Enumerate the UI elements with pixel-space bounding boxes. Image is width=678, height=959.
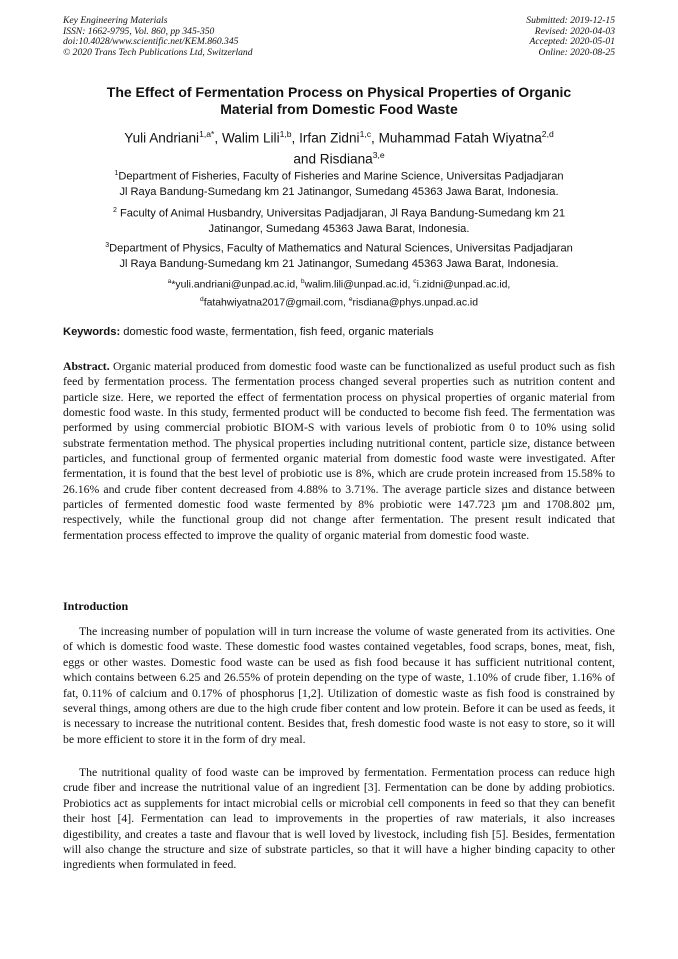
author-separator: , <box>371 130 379 146</box>
author-name: Risdiana <box>319 151 373 167</box>
author-list <box>60 126 618 168</box>
intro-paragraph-1: The increasing number of population will in turn increase the volume of waste generated from its activities. One of which is domestic food waste. These domestic food wastes contained vegetables, food scraps, bones, meat, fish, eggs or other wastes. Domestic food waste can be used as fish food because it has sufficient nutritional content, which contains between 6.25 and 26.55% of protein depending on the type of waste, 1.10% of crude fiber, 1.16% of fat, 0.11% of calcium and 0.17% of phosphorus [1,2]. Utilization of domestic waste as fish food is constrained by several things, among others are due to the high crude fiber content and low protein. Before it can be used as feeds, it is necessary to increase the nutritional content. Besides that, fresh domestic food waste is not easy to store, so it will be more efficient to store it in the form of dry meal. <box>63 625 615 746</box>
affiliation-2 <box>60 203 618 237</box>
author-sup: 1,a* <box>199 129 215 139</box>
date-accepted: Accepted: 2020-05-01 <box>529 36 615 48</box>
author-line-2 <box>60 147 618 168</box>
email-line-2 <box>60 293 618 311</box>
author-sup: 3,e <box>372 150 385 161</box>
email-sup: b <box>300 278 305 285</box>
journal-copyright: © 2020 Trans Tech Publications Ltd, Switzerland <box>63 46 253 58</box>
author-name: Walim Lili <box>221 130 280 146</box>
affiliation-text: Department of Fisheries, Faculty of Fisheries and Marine Science, Universitas Padjadjaran <box>118 170 564 183</box>
affiliation-line: Jl Raya Bandung-Sumedang km 21 Jatinangor, Sumedang 45363 Jawa Barat, Indonesia. <box>119 257 559 270</box>
email-link[interactable]: i.zidni@unpad.ac.id, <box>416 279 511 291</box>
email-link[interactable]: risdiana@phys.unpad.ac.id <box>352 297 478 309</box>
date-submitted: Submitted: 2019-12-15 <box>526 15 615 26</box>
author-name: Yuli Andriani <box>124 130 200 146</box>
keywords-text: domestic food waste, fermentation, fish feed, organic materials <box>120 326 434 338</box>
email-sup: c <box>413 278 417 285</box>
journal-doi: doi:10.4028/www.scientific.net/KEM.860.345 <box>63 36 239 48</box>
author-separator: , <box>291 130 300 146</box>
author-emails <box>60 275 618 311</box>
affiliation-text: Department of Physics, Faculty of Mathematics and Natural Sciences, Universitas Padjadjaran <box>109 242 573 255</box>
email-link[interactable]: walim.lili@unpad.ac.id, <box>304 279 414 291</box>
journal-info <box>63 16 253 58</box>
affiliation-number: 2 <box>113 207 117 214</box>
affiliation-3 <box>60 238 618 272</box>
email-link[interactable]: *yuli.andriani@unpad.ac.id, <box>171 279 301 291</box>
abstract <box>63 359 615 543</box>
abstract-text: Organic material produced from domestic food waste can be functionalized as useful product such as fish feed by fermentation process. The fermentation process changed several properties such as nutrition content and particle size. Here, we reported the effect of fermentation process on physical properties of organic material from domestic food waste. In this study, fermented product will be conducted to become fish feed. The fermentation was performed by using commercial probiotic BIOM-S with various levels of probiotic from 0 to 10% using solid substrate fermentation method. The physical properties including nutritional content, particle size, distance between particles, and functional group of fermented organic material from domestic food waste were investigated. After fermentation, it is found that the best level of probiotic use is 8%, which are crude protein increased from 15.58% to 26.16% and crude fiber content decreased from 4.88% to 3.71%. The average particle sizes and distance between particles of fermented domestic food waste fermented by 8% probiotic were 147.723 µm and 1708.802 µm, respectively, while the functional group did not change after fermentation. The present result indicated that fermentation process effected to improve the quality of organic material from domestic food waste. <box>63 360 615 542</box>
affiliation-number: 1 <box>114 170 119 177</box>
date-revised: Revised: 2020-04-03 <box>534 25 615 37</box>
date-online: Online: 2020-08-25 <box>538 46 615 58</box>
keywords-label: Keywords: <box>63 326 121 338</box>
affiliation-text: Faculty of Animal Husbandry, Universitas Padjadjaran, Jl Raya Bandung-Sumedang km 21 <box>116 207 565 220</box>
author-sup: 1,c <box>359 129 372 139</box>
affiliation-line <box>60 203 618 222</box>
email-sup: d <box>200 295 204 303</box>
affiliation-line: Jl Raya Bandung-Sumedang km 21 Jatinangor, Sumedang 45363 Jawa Barat, Indonesia. <box>119 185 559 198</box>
intro-paragraph-2: The nutritional quality of food waste can be improved by fermentation. Fermentation process can reduce high crude fiber and increase the nutritional value of an ingredient [3]. Fermentation can be done by adding probiotics. Probiotics act as supplements for intact microbial cells or microbial cell components in feed so that they can benefit their host [4]. Fermentation can lead to improvements in the properties of raw materials, it also increases digestibility, and creates a taste and flavour that is well loved by livestock, including fish [5]. Besides, fermentation will also change the structure and size of substrate particles, so that it will have a higher binding capacity to other ingredients when formulated in feed. <box>63 766 615 872</box>
affiliation-number: 3 <box>105 242 110 249</box>
author-separator: , <box>214 130 222 146</box>
paper-title <box>60 84 618 118</box>
affiliation-line: Jatinangor, Sumedang 45363 Jawa Barat, Indonesia. <box>208 222 470 235</box>
publication-dates <box>526 16 615 58</box>
author-name: Muhammad Fatah Wiyatna <box>378 130 542 146</box>
section-heading: Introduction <box>63 599 129 613</box>
email-sup: a <box>167 278 172 285</box>
author-name: Irfan Zidni <box>299 130 360 146</box>
title-line-1: The Effect of Fermentation Process on Physical Properties of Organic <box>106 84 572 100</box>
author-sup: 2,d <box>541 129 554 139</box>
journal-issn: ISSN: 1662-9795, Vol. 860, pp 345-350 <box>63 25 215 37</box>
author-line-1 <box>60 126 618 147</box>
affiliation-1 <box>60 166 618 200</box>
email-link[interactable]: fatahwiyatna2017@gmail.com, <box>203 297 349 309</box>
keywords <box>63 325 618 339</box>
author-sup: 1,b <box>279 129 292 139</box>
email-sup: e <box>348 295 353 303</box>
affiliation-line <box>60 166 618 185</box>
email-line-1 <box>60 275 618 293</box>
abstract-label: Abstract. <box>63 360 110 373</box>
journal-name: Key Engineering Materials <box>63 15 168 26</box>
author-and: and <box>293 151 320 167</box>
title-line-2: Material from Domestic Food Waste <box>220 101 458 117</box>
affiliation-line <box>60 238 618 257</box>
